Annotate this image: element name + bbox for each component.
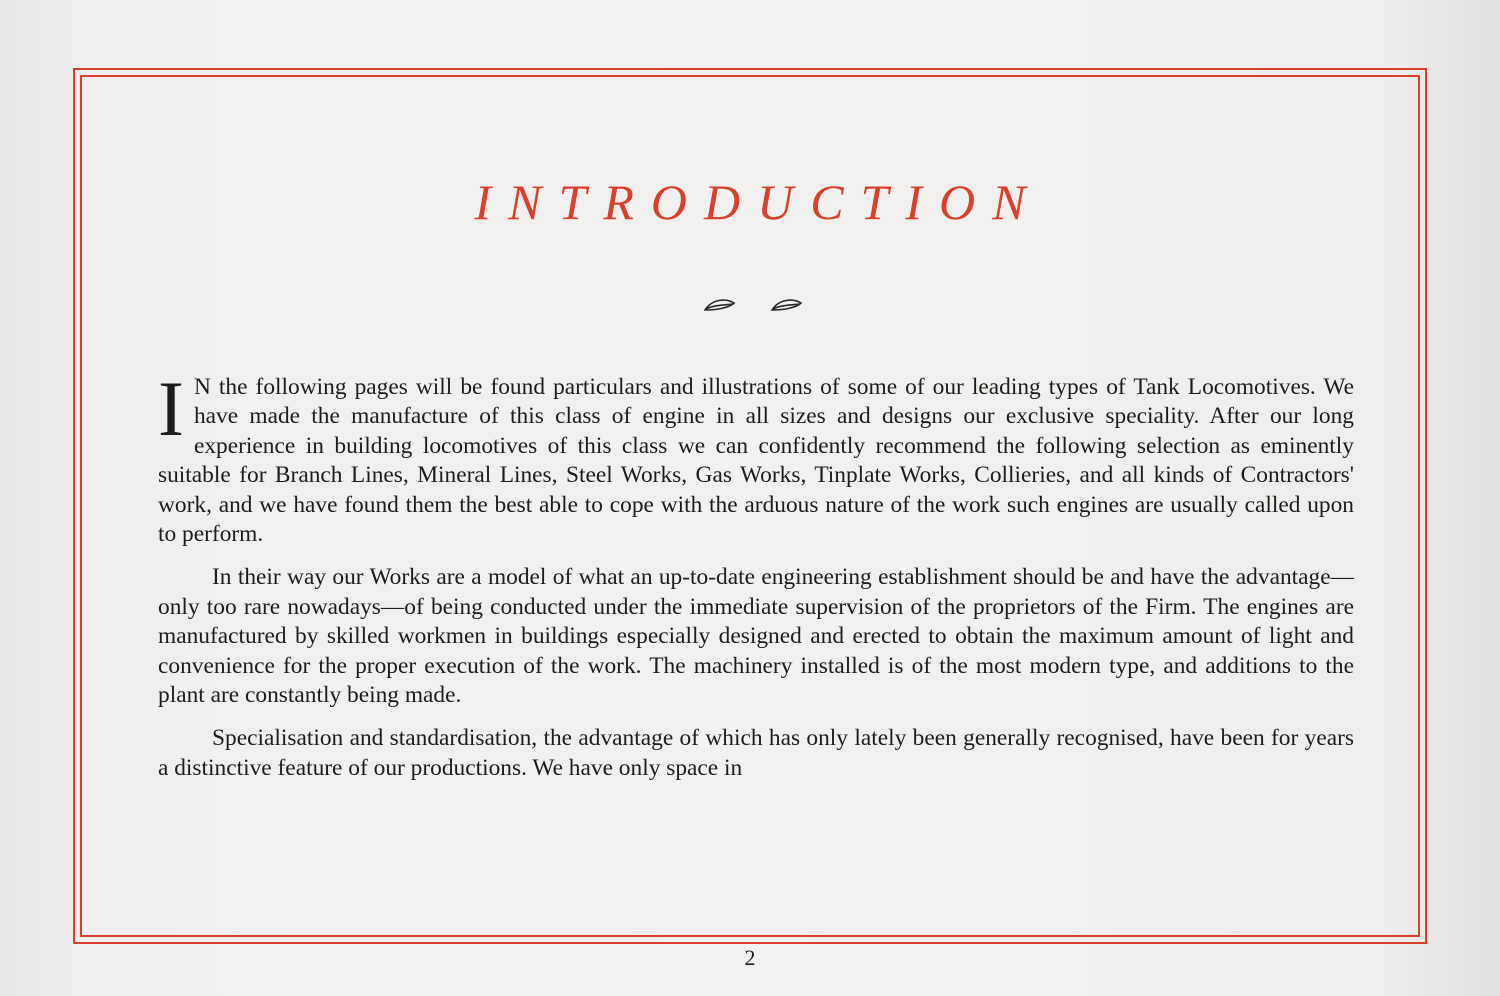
- paragraph-1: [158, 365, 1354, 549]
- paragraph-3: Specialisation and standardisation, the advantage of which has only lately been generally recognised, have been for years a distinctive feature of our productions. We have only space in: [158, 725, 1354, 781]
- paragraph-2: In their way our Works are a model of what an up-to-date engineering establishment should be and have the advantage—only too rare nowadays—of being conducted under the immediate supervision of the proprietors of the Firm. The engines are manufactured by skilled workmen in buildings especially designed and erected to obtain the maximum amount of light and convenience for the proper execution of the work. The machinery installed is of the most modern type, and additions to the plant are constantly being made.: [158, 564, 1354, 709]
- paragraph-1-text: N the following pages will be found particulars and illustrations of some of our leading types of Tank Locomotives. We have made the manufacture of this class of engine in all sizes and designs our exclusive speciality. After our long experience in building locomotives of this class we can confidently recommend the following selection as eminently suitable for Branch Lines, Mineral Lines, Steel Works, Gas Works, Tinplate Works, Collieries, and all kinds of Contractors' work, and we have found them the best able to cope with the arduous nature of the work such engines are usually called upon to perform.: [158, 374, 1354, 548]
- page-title: INTRODUCTION: [474, 174, 1043, 230]
- drop-cap: I: [158, 365, 184, 452]
- double-swash-ornament-icon: [700, 295, 810, 315]
- page-number: 2: [744, 945, 756, 970]
- introduction-body: [158, 365, 1354, 797]
